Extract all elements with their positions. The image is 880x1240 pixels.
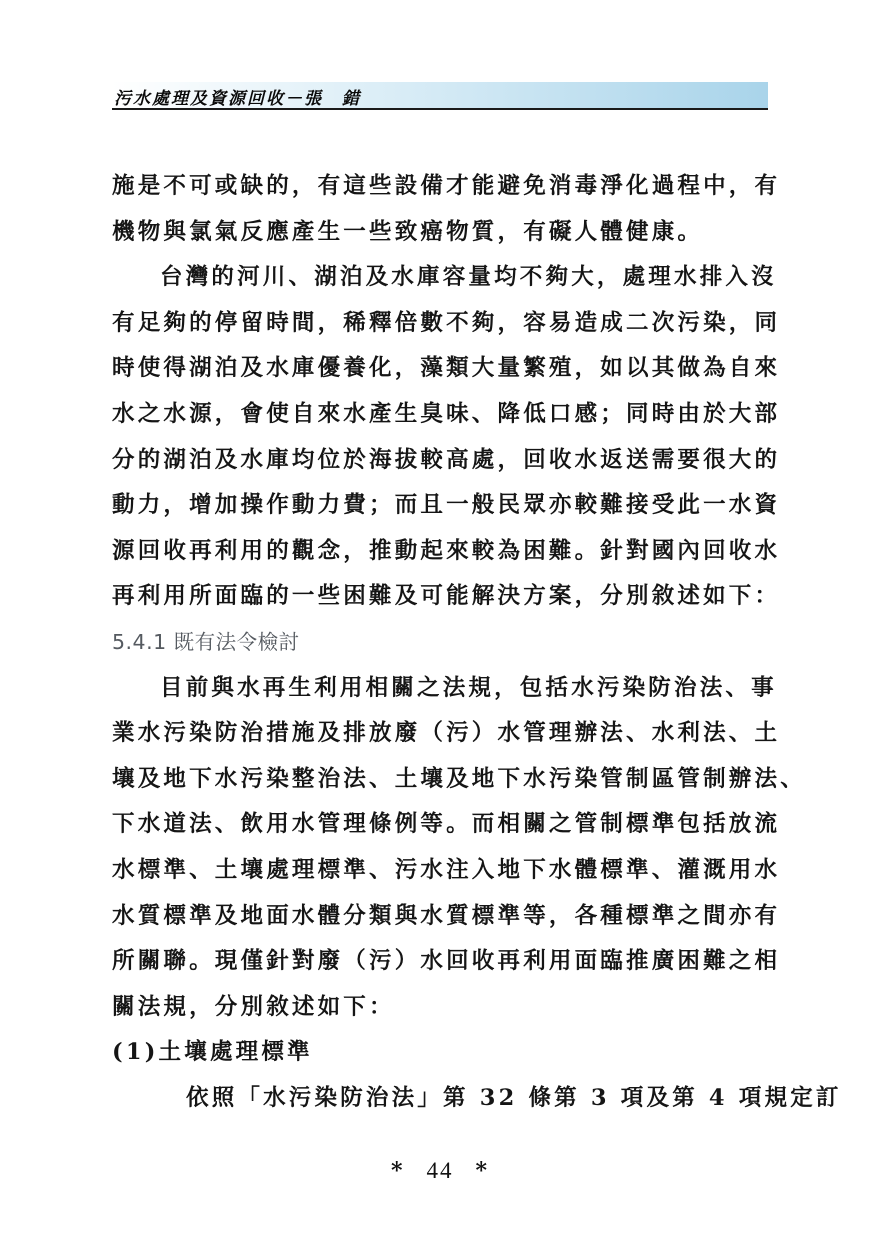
section-heading: 5.4.1 既有法令檢討 bbox=[112, 629, 300, 654]
list-item-heading: (1)土壤處理標準 bbox=[112, 1039, 313, 1066]
footer-star-left: * bbox=[390, 1158, 405, 1184]
paragraph-line: 水之水源，會使自來水產生臭味、降低口感；同時由於大部 bbox=[112, 400, 781, 427]
paragraph-line: 壤及地下水污染整治法、土壤及地下水污染管制區管制辦法、 bbox=[112, 765, 806, 792]
header-title: 污水處理及資源回收－張 錯 bbox=[114, 89, 361, 109]
paragraph-line: 機物與氯氣反應產生一些致癌物質，有礙人體健康。 bbox=[112, 218, 704, 245]
paragraph-line: 再利用所面臨的一些困難及可能解決方案，分別敘述如下： bbox=[112, 583, 781, 610]
paragraph-line: 所關聯。現僅針對廢（污）水回收再利用面臨推廣困難之相 bbox=[112, 948, 781, 975]
paragraph-line: 施是不可或缺的，有這些設備才能避免消毒淨化過程中，有 bbox=[112, 173, 781, 199]
page-number: 44 bbox=[426, 1158, 454, 1183]
paragraph-line: 時使得湖泊及水庫優養化，藻類大量繁殖，如以其做為自來 bbox=[112, 355, 781, 382]
page-footer bbox=[0, 1158, 880, 1184]
footer-star-right: * bbox=[475, 1158, 490, 1184]
paragraph-line: 水質標準及地面水體分類與水質標準等，各種標準之間亦有 bbox=[112, 902, 781, 929]
paragraph-line: 下水道法、飲用水管理條例等。而相關之管制標準包括放流 bbox=[112, 811, 781, 838]
paragraph-line: 業水污染防治措施及排放廢（污）水管理辦法、水利法、土 bbox=[112, 720, 781, 747]
running-header bbox=[112, 82, 768, 110]
paragraph-line: 動力，增加操作動力費；而且一般民眾亦較難接受此一水資 bbox=[112, 492, 781, 519]
body-text bbox=[112, 164, 842, 1121]
paragraph-line: 依照「水污染防治法」第 32 條第 3 項及第 4 項規定訂 bbox=[186, 1084, 842, 1111]
paragraph-line: 目前與水再生利用相關之法規，包括水污染防治法、事 bbox=[160, 674, 777, 701]
paragraph-line: 水標準、土壤處理標準、污水注入地下水體標準、灌溉用水 bbox=[112, 856, 781, 883]
paragraph-line: 有足夠的停留時間，稀釋倍數不夠，容易造成二次污染，同 bbox=[112, 309, 781, 336]
paragraph-line: 源回收再利用的觀念，推動起來較為困難。針對國內回收水 bbox=[112, 537, 781, 564]
paragraph-line: 台灣的河川、湖泊及水庫容量均不夠大，處理水排入沒 bbox=[160, 264, 777, 291]
paragraph-line: 關法規，分別敘述如下： bbox=[112, 993, 395, 1020]
paragraph-line: 分的湖泊及水庫均位於海拔較高處，回收水返送需要很大的 bbox=[112, 446, 781, 473]
